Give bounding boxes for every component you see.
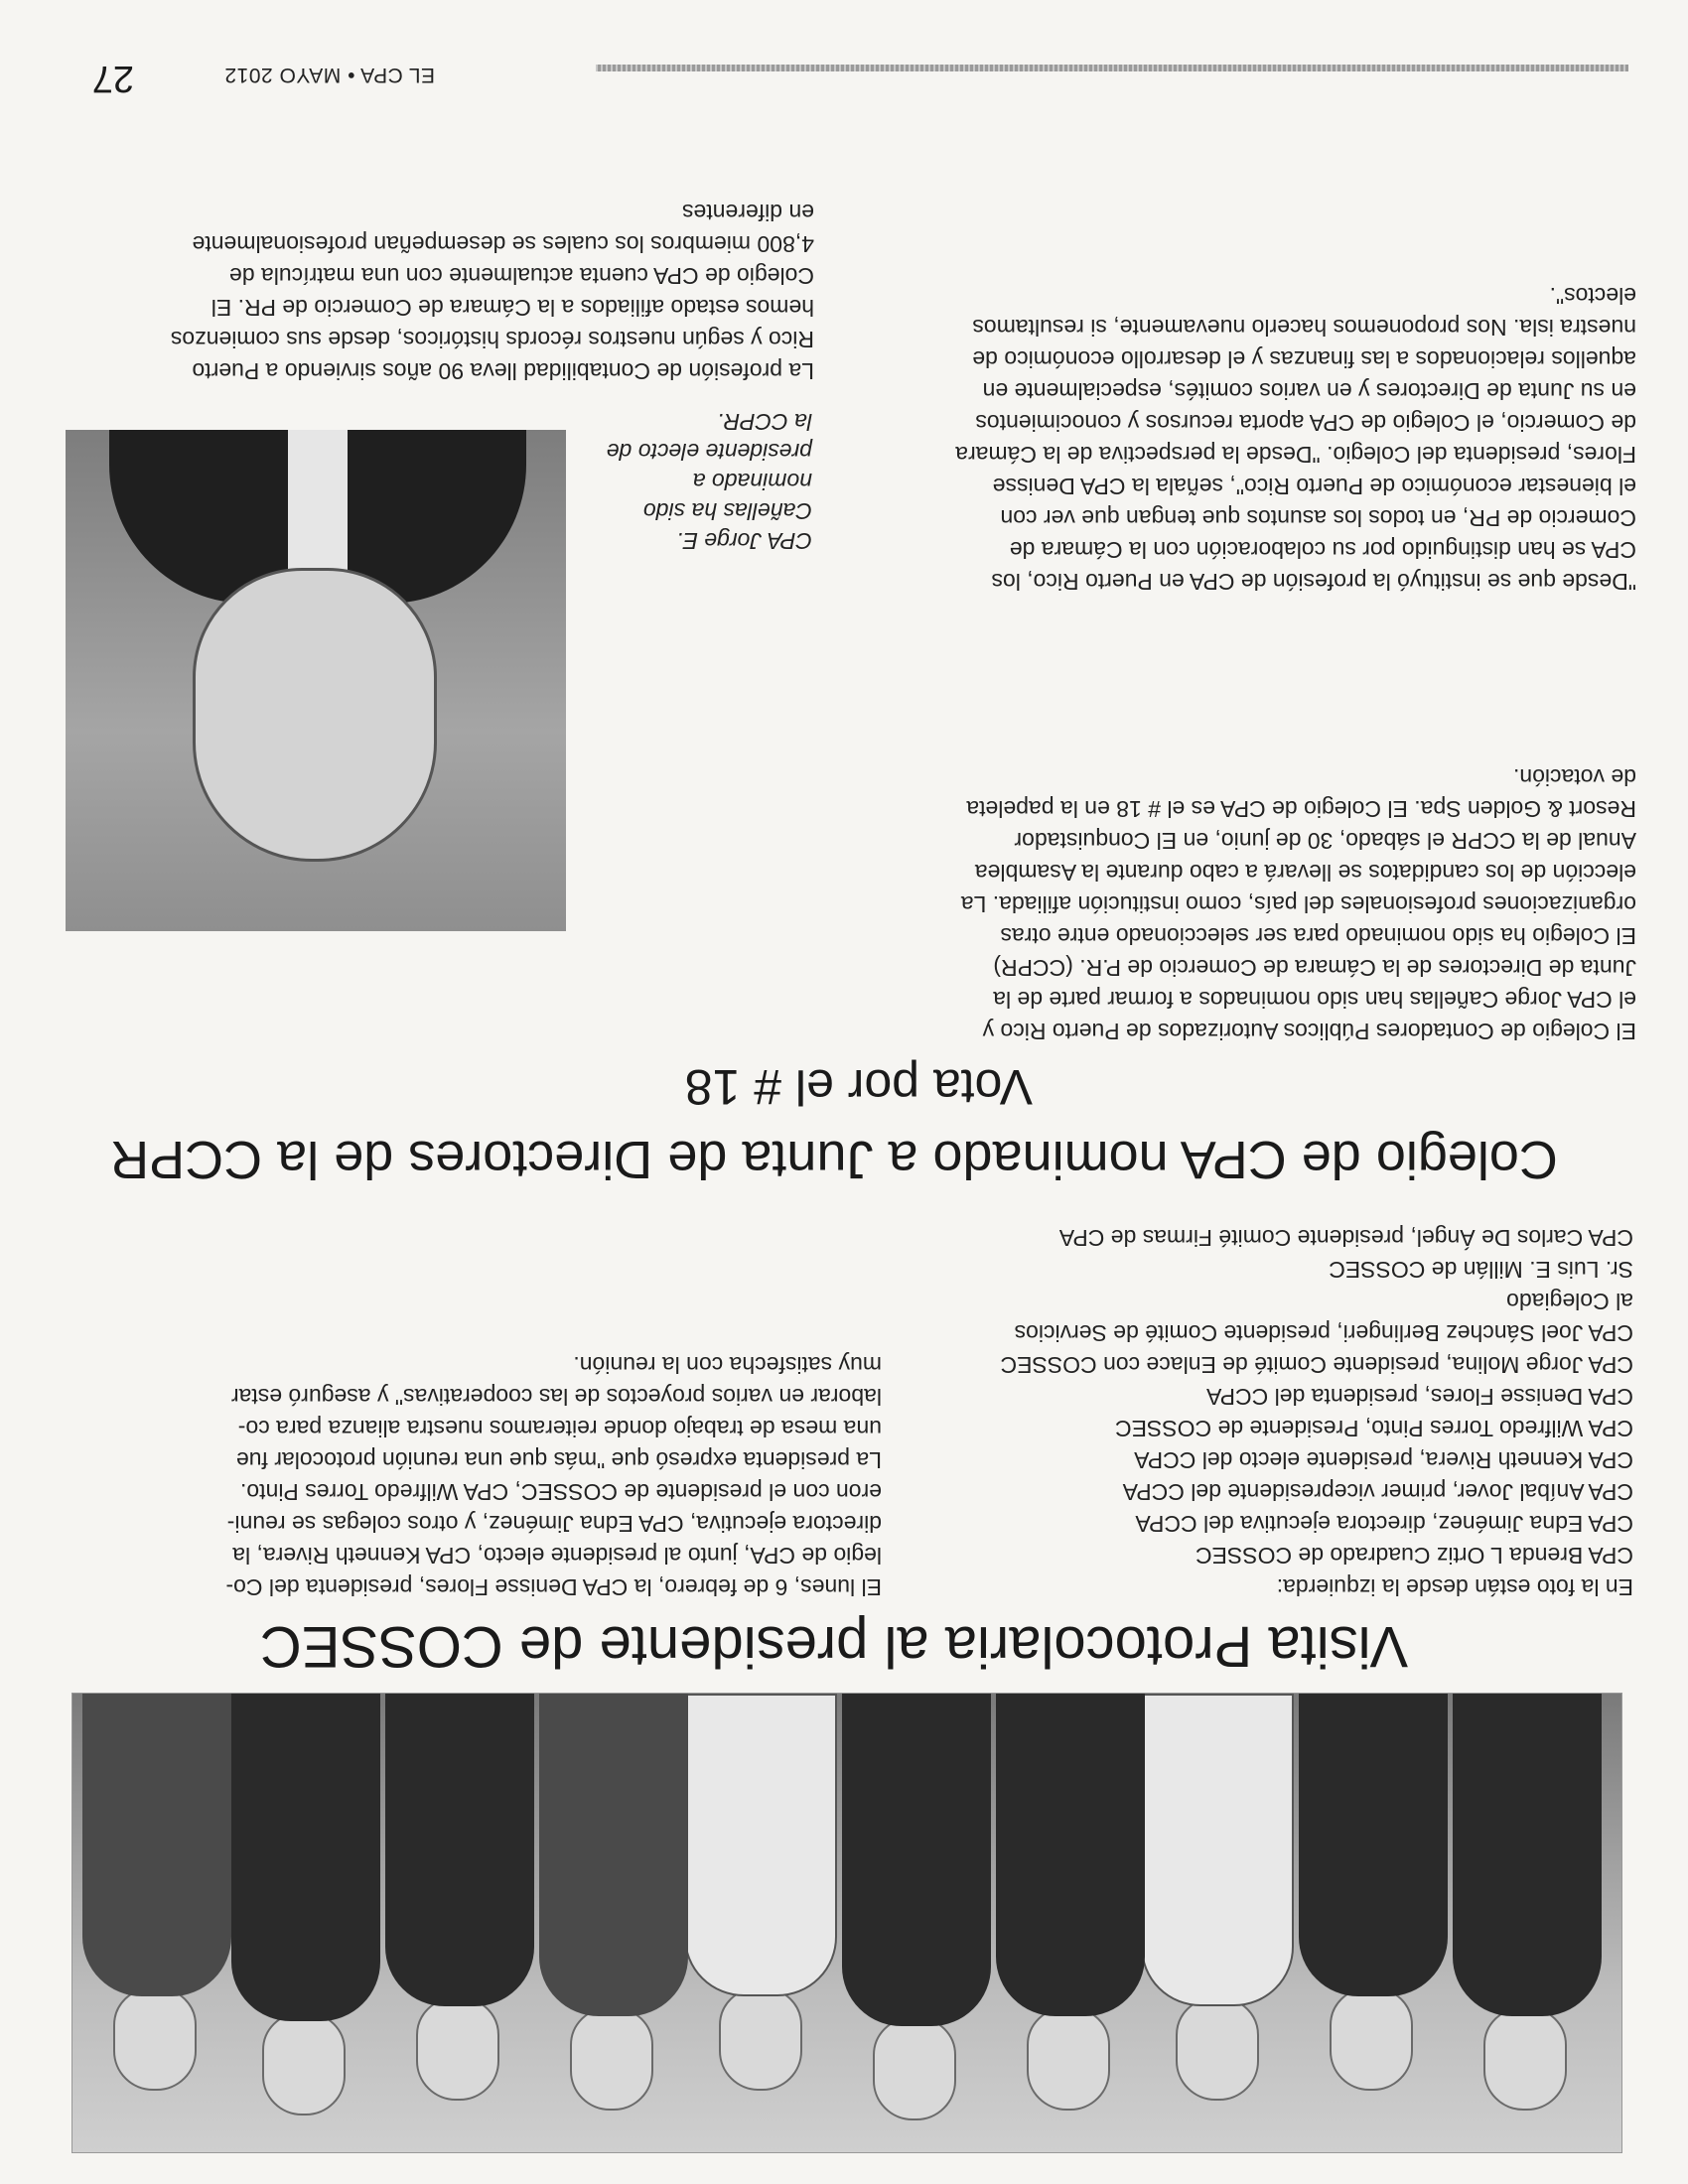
photo-list-item: CPA Brenda L Ortiz Cuadrado de COSSEC — [1195, 1543, 1633, 1569]
caption-line: presidente electo de — [606, 439, 812, 465]
footer-rule — [596, 65, 1628, 71]
article-subtitle-vota: Vota por el # 18 — [684, 1059, 1033, 1115]
text-line: electos". — [1549, 283, 1636, 309]
caption-line: la CCPR. — [717, 409, 812, 435]
article-body-colegio-2 — [826, 280, 1636, 598]
photo-person — [1145, 1694, 1294, 2101]
text-line: elección de los candidatos se llevará a cabo durante la Asamblea — [974, 860, 1636, 886]
footer-publication: EL CPA • MAYO 2012 — [223, 64, 435, 86]
text-line: muy satisfecha con la reunión. — [573, 1352, 882, 1378]
photo-names-list — [849, 1222, 1633, 1603]
text-line: en su Junta de Directores y en varios comités, especialmente en — [982, 378, 1636, 404]
photo-list-item: CPA Aníbal Jover, primer vicepresidente del CCPA — [1122, 1479, 1633, 1505]
caption-line: nominado a — [692, 469, 812, 494]
photo-person — [539, 1694, 688, 2111]
text-line: de votación. — [1512, 764, 1636, 790]
text-line: El Colegio ha sido nominado para ser seleccionado entre otras — [1000, 923, 1636, 949]
photo-list-item: CPA Edna Jiménez, directora ejecutiva del CCPA — [1135, 1511, 1633, 1537]
caption-line: CPA Jorge E. — [676, 528, 812, 554]
text-line: Flores, presidenta del Colegio. "Desde la perspectiva de la Cámara — [955, 442, 1636, 468]
text-line: Comercio de PR, en todos los asuntos que tengan que ver con — [1000, 505, 1636, 531]
text-line: Colegio de CPA cuenta actualmente con una matrícula de — [229, 263, 814, 289]
page-number: 27 — [91, 58, 134, 99]
text-line: organizaciones profesionales del país, como institución afiliada. La — [960, 891, 1636, 917]
photo-person — [82, 1694, 231, 2091]
photo-person — [231, 1694, 380, 2116]
photo-person — [385, 1694, 534, 2101]
text-line: laborar en varios proyectos de las cooperativas" y aseguró estar — [230, 1384, 882, 1410]
group-photo — [71, 1693, 1622, 2153]
photo-person — [996, 1694, 1145, 2111]
text-line: CPA se han distinguido por su colaboración con la Cámara de — [1009, 537, 1636, 563]
photo-list-intro: En la foto están desde la izquierda: — [1276, 1574, 1633, 1600]
text-line: aquellos relacionados a las finanzas y el desarrollo económico de — [972, 346, 1636, 372]
photo-list-item: CPA Kenneth Rivera, presidente electo del CCPA — [1134, 1447, 1633, 1473]
photo-list-item: CPA Joel Sánchez Berlingeri, presidente Comité de Servicios — [1014, 1320, 1633, 1346]
article-title-colegio: Colegio de CPA nominado a Junta de Directores de la CCPR — [110, 1130, 1558, 1189]
caption-line: Cañellas ha sido — [642, 498, 812, 524]
text-line: legio de CPA, junto al presidente electo, CPA Kenneth Rivera, la — [232, 1543, 882, 1569]
text-line: Junta de Directores de la Cámara de Comercio de P.R. (CCPR) — [993, 955, 1636, 981]
portrait-caption — [554, 407, 812, 556]
photo-person — [1299, 1694, 1448, 2091]
photo-list-item: CPA Jorge Molina, presidente Comité de Enlace con COSSEC — [1000, 1352, 1633, 1378]
text-line: eron con el presidente de COSSEC, CPA Wilfredo Torres Pinto. — [239, 1479, 882, 1505]
text-line: Resort & Golden Spa. El Colegio de CPA es el # 18 en la papeleta — [966, 796, 1636, 822]
photo-list-item: CPA Carlos De Ángel, presidente Comité Firmas de CPA — [1058, 1225, 1633, 1251]
text-line: La presidenta expresó que "más que una reunión protocolar fue — [235, 1447, 882, 1473]
photo-list-item: CPA Wilfredo Torres Pinto, Presidente de COSSEC — [1115, 1416, 1633, 1441]
photo-list-item: al Colegiado — [1506, 1289, 1633, 1314]
text-line: Rico y según nuestros récords históricos, desde sus comienzos — [170, 327, 814, 352]
text-line: hemos estado afiliados a la Cámara de Comercio de PR. El — [211, 295, 814, 321]
text-line: 4,800 miembros los cuales se desempeñan profesionalmente — [192, 231, 814, 257]
text-line: directora ejecutiva, CPA Edna Jiménez, y otros colegas se reuni- — [226, 1511, 882, 1537]
text-line: nuestra isla. Nos proponemos hacerlo nuevamente, si resultamos — [972, 315, 1636, 341]
text-line: La profesión de Contabilidad lleva 90 años sirviendo a Puerto — [192, 358, 814, 384]
article-body-profesion — [20, 197, 814, 387]
photo-person — [688, 1694, 837, 2091]
photo-list-item: Sr. Luis E. Millán de COSSEC — [1329, 1257, 1633, 1283]
text-line: El Colegio de Contadores Públicos Autorizados de Puerto Rico y — [982, 1019, 1636, 1044]
text-line: "Desde que se instituyó la profesión de CPA en Puerto Rico, los — [991, 569, 1636, 595]
text-line: El lunes, 6 de febrero, la CPA Denisse Flores, presidenta del Co- — [225, 1574, 882, 1600]
text-line: el CPA Jorge Cañellas han sido nominados a formar parte de la — [993, 987, 1636, 1013]
text-line: el bienestar económico de Puerto Rico", señala la CPA Denisse — [992, 474, 1636, 499]
article-body-colegio-1 — [826, 761, 1636, 1047]
text-line: Anual de la CCPR el sábado, 30 de junio, en El Conquistador — [1014, 828, 1636, 854]
text-line: en diferentes — [682, 200, 814, 225]
photo-person — [842, 1694, 991, 2120]
text-line: de Comercio, el Colegio de CPA aporta recursos y conocimientos — [975, 410, 1636, 436]
article-body-visita — [87, 1349, 882, 1603]
portrait-photo — [66, 430, 566, 931]
text-line: una mesa de trabajo donde reiteramos nuestra alianza para co- — [237, 1416, 882, 1441]
article-title-visita: Visita Protocolaria al presidente de COSSEC — [259, 1614, 1409, 1679]
photo-person — [1453, 1694, 1602, 2111]
photo-list-item: CPA Denisse Flores, presidenta del CCPA — [1206, 1384, 1633, 1410]
